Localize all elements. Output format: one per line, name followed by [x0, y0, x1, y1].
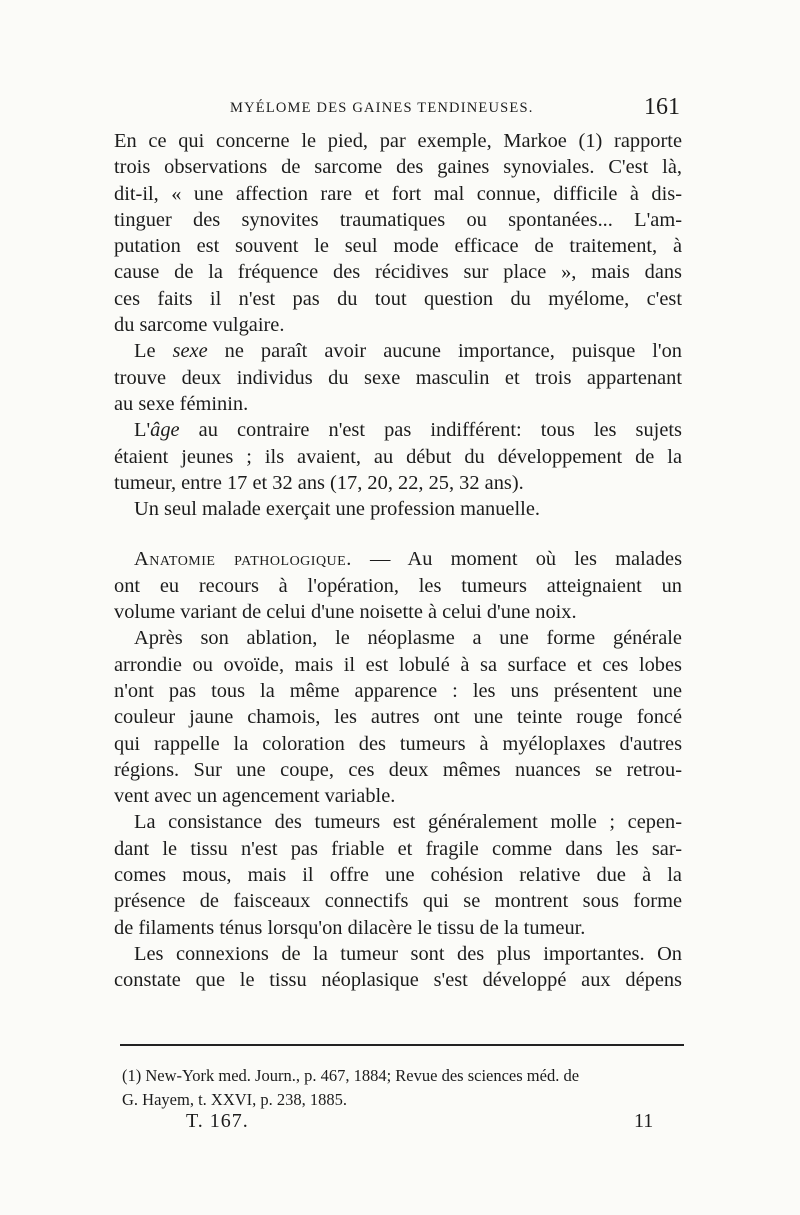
paragraph-age — [114, 417, 682, 496]
lead-word: L' — [134, 419, 151, 442]
volume-signature: T. 167. — [186, 1110, 249, 1132]
emphasis-term: sexe — [172, 340, 208, 363]
line-rest: au contraire n'est pas indifférent: tous les sujets — [179, 419, 682, 442]
paragraph-connections — [114, 941, 682, 994]
text-line: La consistance des tumeurs est généralement molle ; cepen- — [134, 811, 682, 834]
text-line: de filaments ténus lorsqu'on dilacère le tissu de la tumeur. — [114, 916, 586, 939]
text-line: dant le tissu n'est pas friable et fragile comme dans les sar- — [114, 837, 682, 860]
text-line: trouve deux individus du sexe masculin et trois appartenant — [114, 366, 682, 389]
paragraph-profession — [114, 496, 682, 522]
emphasis-term: âge — [150, 419, 180, 442]
text-line: Les connexions de la tumeur sont des plus importantes. On — [134, 942, 682, 965]
paragraph-ablation — [114, 625, 682, 809]
page-number: 161 — [644, 94, 680, 120]
text-line: ont eu recours à l'opération, les tumeurs atteignaient un — [114, 574, 682, 597]
text-line: étaient jeunes ; ils avaient, au début du développement de la — [114, 445, 682, 468]
paragraph-pathology — [114, 546, 682, 625]
footnote-rule — [120, 1044, 684, 1046]
paragraph-foot-sarcoma — [114, 128, 682, 338]
text-line: n'ont pas tous la même apparence : les uns présentent une — [114, 679, 682, 702]
text-line: cause de la fréquence des récidives sur place », mais dans — [114, 261, 682, 284]
text-line: Un seul malade exerçait une profession manuelle. — [134, 498, 540, 521]
paragraph-sex — [114, 338, 682, 417]
text-line: arrondie ou ovoïde, mais il est lobulé à sa surface et ces lobes — [114, 653, 682, 676]
text-line: dit-il, « une affection rare et fort mal connue, difficile à dis- — [114, 182, 682, 205]
text-line: comes mous, mais il offre une cohésion relative due à la — [114, 864, 682, 887]
text-line: tumeur, entre 17 et 32 ans (17, 20, 22, 25, 32 ans). — [114, 471, 524, 494]
text-line: qui rappelle la coloration des tumeurs à myéloplaxes d'autres — [114, 732, 682, 755]
footnote-line: G. Hayem, t. XXVI, p. 238, 1885. — [122, 1090, 348, 1109]
footnote — [122, 1064, 692, 1112]
footnote-line: (1) New-York med. Journ., p. 467, 1884; Revue des sciences méd. de — [122, 1066, 580, 1085]
text-line: ces faits il n'est pas du tout question du myélome, c'est — [114, 287, 682, 310]
text-line: couleur jaune chamois, les autres ont une teinte rouge foncé — [114, 706, 682, 729]
lead-word: Le — [134, 340, 173, 363]
line-rest: ne paraît avoir aucune importance, puisque l'on — [207, 340, 682, 363]
text-line — [114, 546, 682, 572]
text-line: tinguer des synovites traumatiques ou spontanées... L'am- — [114, 208, 682, 231]
text-line: trois observations de sarcome des gaines synoviales. C'est là, — [114, 156, 682, 179]
paragraph-consistency — [114, 809, 682, 940]
section-heading: Anatomie pathologique. — [134, 548, 352, 571]
section-gap — [114, 522, 682, 546]
text-line: En ce qui concerne le pied, par exemple, Markoe (1) rapporte — [114, 130, 682, 152]
text-line: du sarcome vulgaire. — [114, 314, 285, 337]
text-line: putation est souvent le seul mode efficace de traitement, à — [114, 235, 682, 258]
text-line — [114, 338, 682, 364]
text-line: constate que le tissu néoplasique s'est développé aux dépens — [114, 969, 682, 992]
text-line: au sexe féminin. — [114, 392, 249, 415]
text-line: volume variant de celui d'une noisette à celui d'une noix. — [114, 601, 577, 624]
text-line: présence de faisceaux connectifs qui se montrent sous forme — [114, 890, 682, 913]
sheet-signature: 11 — [634, 1110, 654, 1132]
text-line: Après son ablation, le néoplasme a une forme générale — [134, 627, 682, 650]
running-title: MYÉLOME DES GAINES TENDINEUSES. — [230, 100, 534, 116]
text-line: régions. Sur une coupe, ces deux mêmes nuances se retrou- — [114, 758, 682, 781]
running-head — [112, 96, 682, 126]
body-text — [114, 128, 682, 994]
text-line — [114, 417, 682, 443]
line-rest: — Au moment où les malades — [351, 548, 682, 571]
text-line: vent avec un agencement variable. — [114, 785, 396, 808]
